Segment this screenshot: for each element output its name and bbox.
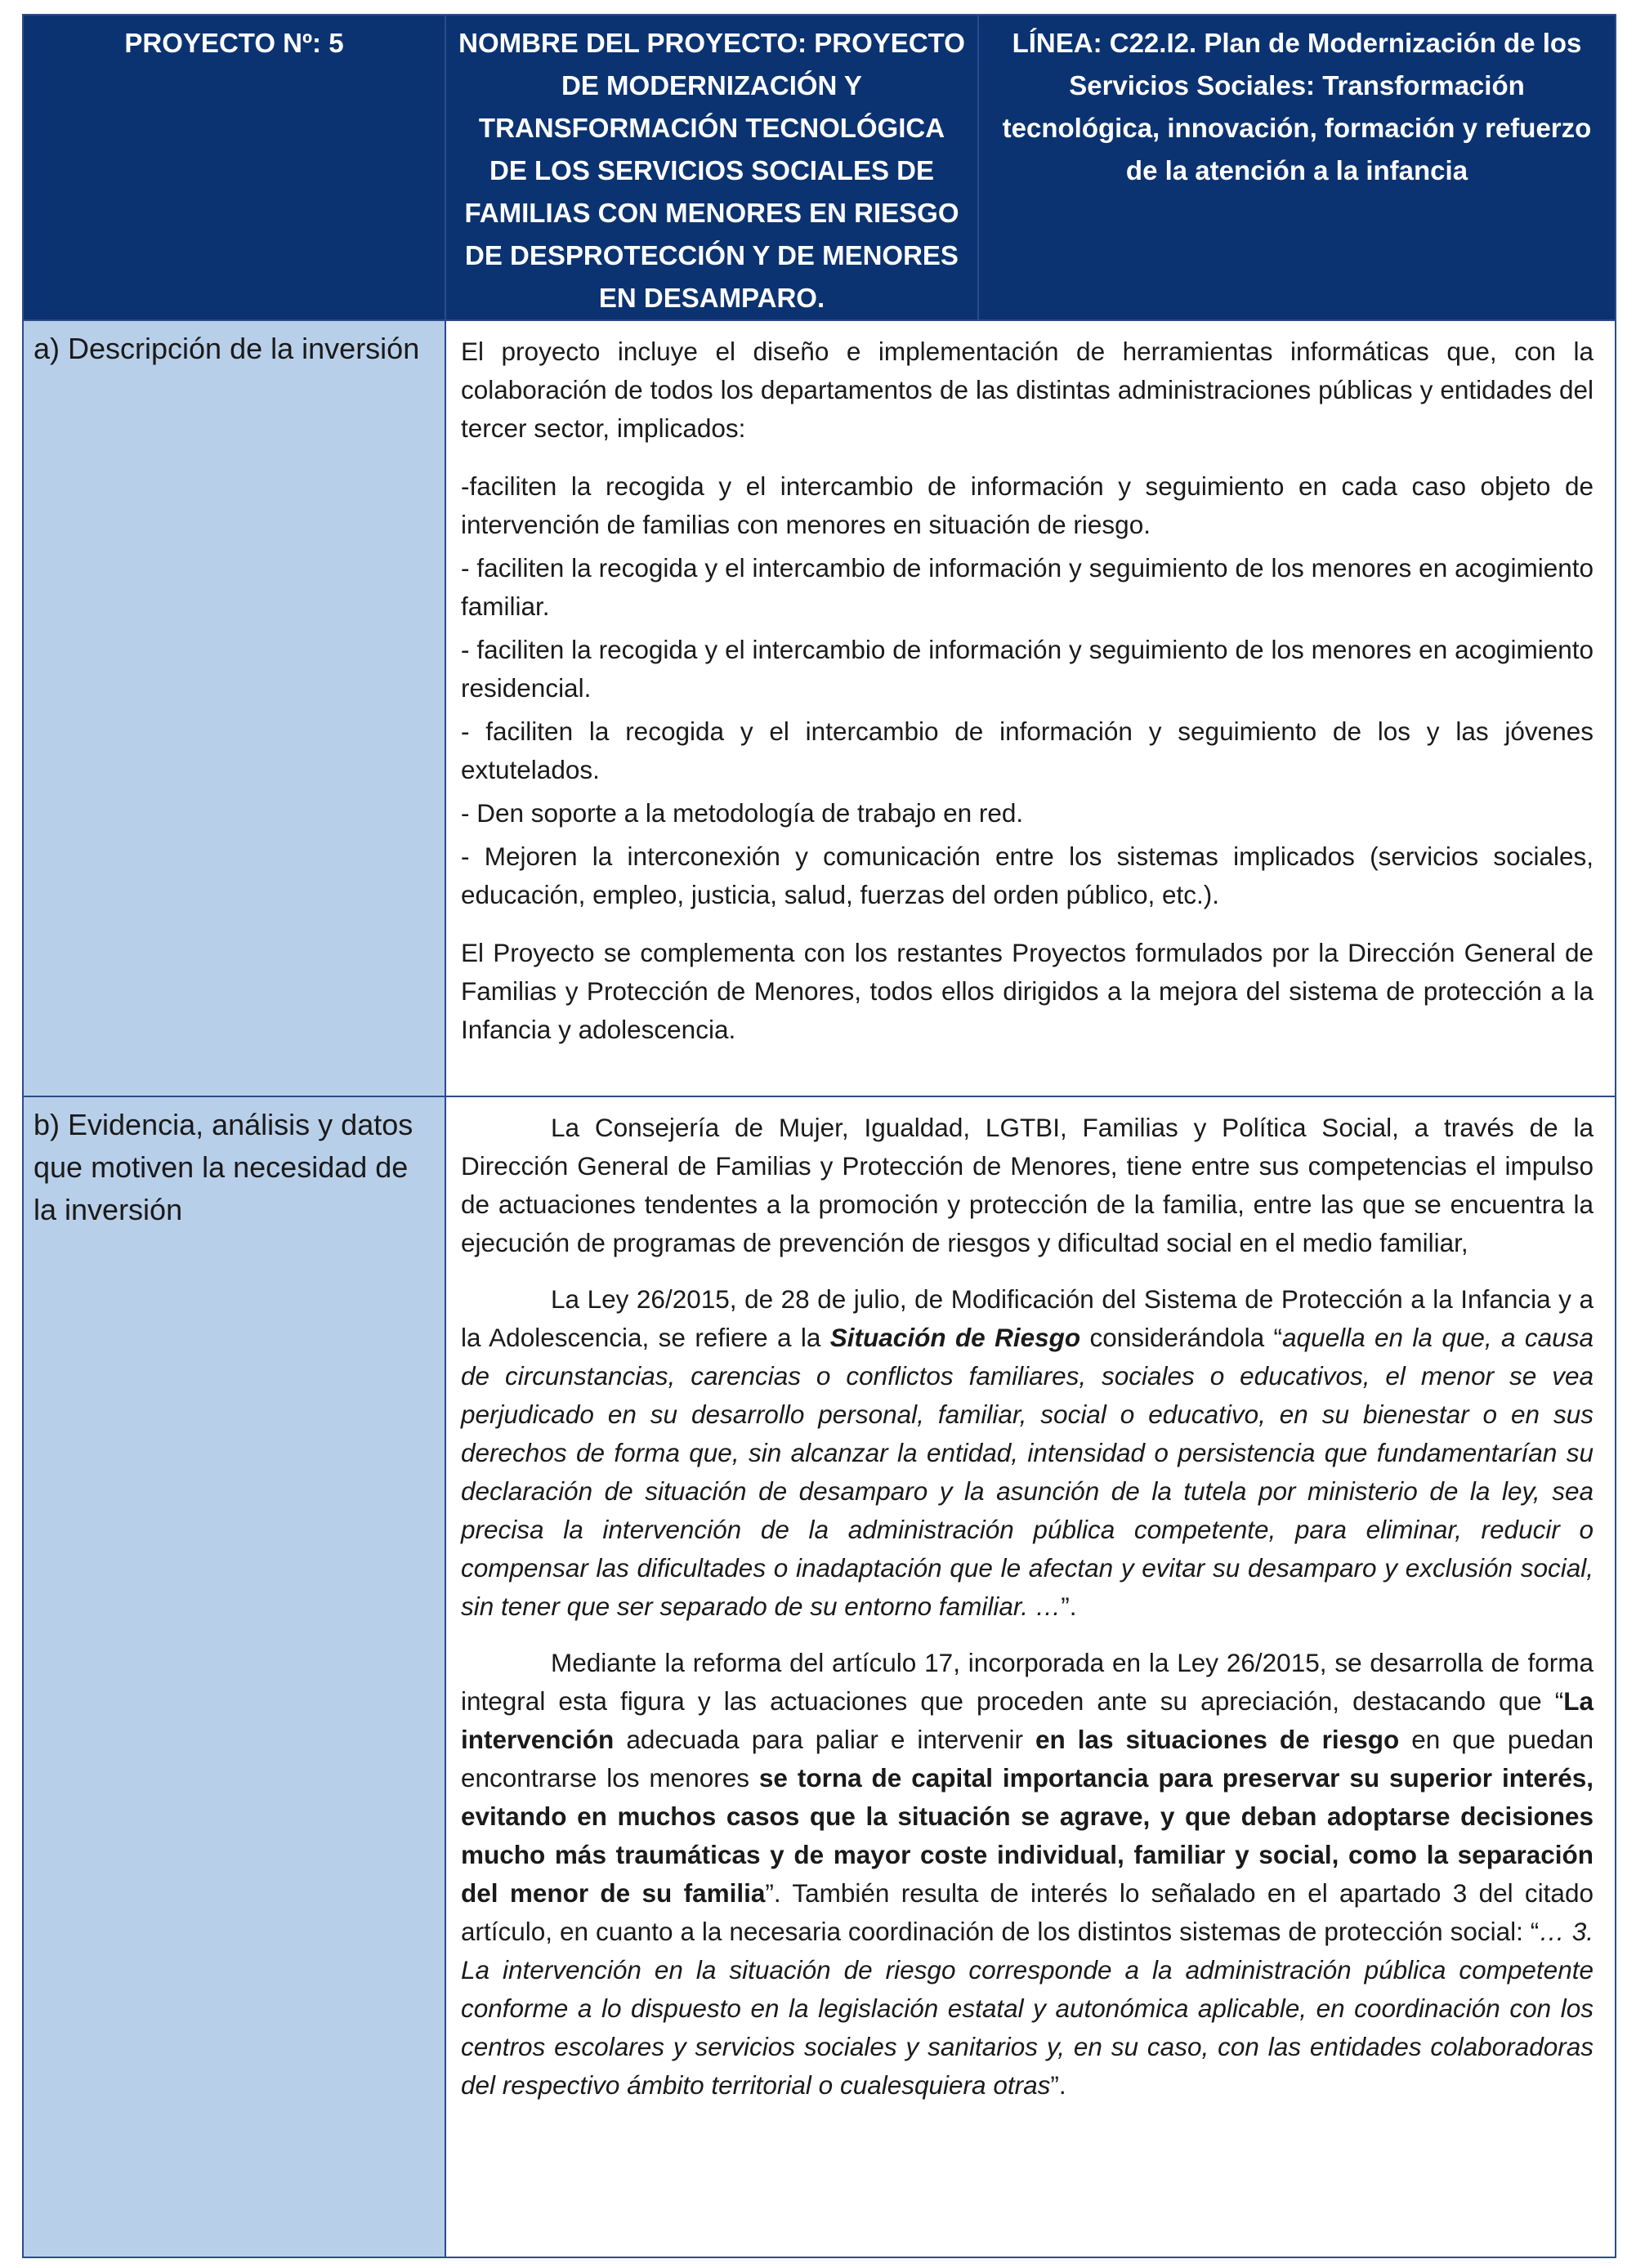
section-b-row — [23, 1096, 1616, 2257]
section-a-bullet: - faciliten la recogida y el intercambio de información y seguimiento de los menores en acogimiento familiar. — [461, 553, 1594, 621]
section-a-row — [23, 320, 1616, 1096]
section-b-paragraph-1: La Consejería de Mujer, Igualdad, LGTBI, Familias y Política Social, a través de la Dirección General de Familias y Protección de Menores, tiene entre sus competencias el impulso de actuaciones tendentes a la promoción y protección de la familia, entre las que se encuentra la ejecución de programas de prevención de riesgos y dificultad social en el medio familiar, — [461, 1113, 1594, 1257]
section-a-label: a) Descripción de la inversión — [23, 320, 445, 1096]
project-number: PROYECTO Nº: 5 — [23, 15, 445, 320]
section-a-bullet: -faciliten la recogida y el intercambio de información y seguimiento en cada caso objeto de intervención de familias con menores en situación de riesgo. — [461, 471, 1594, 539]
section-b-paragraph-3: Mediante la reforma del artículo 17, incorporada en la Ley 26/2015, se desarrolla de forma integral esta figura y las actuaciones que proceden ante su apreciación, destacando que “La intervención adecuada para paliar e intervenir en las situaciones de riesgo en que puedan encontrarse los menores se torna de capital importancia para preservar su superior interés, evitando en muchos casos que la situación se agrave, y que deban adoptarse decisiones mucho más traumáticas y de mayor coste individual, familiar y social, como la separación del menor de su familia”. También resulta de interés lo señalado en el apartado 3 del citado artículo, en cuanto a la necesaria coordinación de los distintos sistemas de protección social: “… 3. La intervención en la situación de riesgo corresponde a la administración pública competente conforme a lo dispuesto en la legislación estatal y autonómica aplicable, en coordinación con los centros escolares y servicios sociales y sanitarios y, en su caso, con las entidades colaboradoras del respectivo ámbito territorial o cualesquiera otras”. — [461, 1648, 1594, 2100]
project-table — [22, 14, 1616, 2258]
section-b-paragraph-2: La Ley 26/2015, de 28 de julio, de Modificación del Sistema de Protección a la Infancia y a la Adolescencia, se refiere a la Situación de Riesgo considerándola “aquella en la que, a causa de circunstancias, carencias o conflictos familiares, sociales o educativos, el menor se vea perjudicado en su desarrollo personal, familiar, social o educativo, en su bienestar o en sus derechos de forma que, sin alcanzar la entidad, intensidad o persistencia que fundamentarían su declaración de situación de desamparo y la asunción de la tutela por ministerio de la ley, sea precisa la intervención de la administración pública competente, para eliminar, reducir o compensar las dificultades o inadaptación que le afectan y evitar su desamparo y exclusión social, sin tener que ser separado de su entorno familiar. …”. — [461, 1284, 1594, 1621]
section-a-bullet: - faciliten la recogida y el intercambio de información y seguimiento de los y las jóvenes extutelados. — [461, 717, 1594, 784]
section-a-bullet: - Den soporte a la metodología de trabajo en red. — [461, 798, 1024, 828]
section-a-closing: El Proyecto se complementa con los restantes Proyectos formulados por la Dirección General de Familias y Protección de Menores, todos ellos dirigidos a la mejora del sistema de protección a la Infancia y adolescencia. — [461, 938, 1594, 1044]
section-a-content — [445, 320, 1616, 1096]
section-a-bullet: - faciliten la recogida y el intercambio de información y seguimiento de los menores en acogimiento residencial. — [461, 635, 1594, 703]
project-name: NOMBRE DEL PROYECTO: PROYECTO DE MODERNIZACIÓN Y TRANSFORMACIÓN TECNOLÓGICA DE LOS SERVICIOS SOCIALES DE FAMILIAS CON MENORES EN RIESGO DE DESPROTECCIÓN Y DE MENORES EN DESAMPARO. — [445, 15, 978, 320]
header-row — [23, 15, 1616, 320]
project-line: LÍNEA: C22.I2. Plan de Modernización de los Servicios Sociales: Transformación tecnológica, innovación, formación y refuerzo de la atención a la infancia — [978, 15, 1616, 320]
section-a-bullet: - Mejoren la interconexión y comunicación entre los sistemas implicados (servicios sociales, educación, empleo, justicia, salud, fuerzas del orden público, etc.). — [461, 842, 1594, 909]
section-b-content — [445, 1096, 1616, 2257]
section-a-intro: El proyecto incluye el diseño e implementación de herramientas informáticas que, con la colaboración de todos los departamentos de las distintas administraciones públicas y entidades del tercer sector, implicados: — [461, 337, 1594, 443]
section-b-label: b) Evidencia, análisis y datos que motiven la necesidad de la inversión — [23, 1096, 445, 2257]
